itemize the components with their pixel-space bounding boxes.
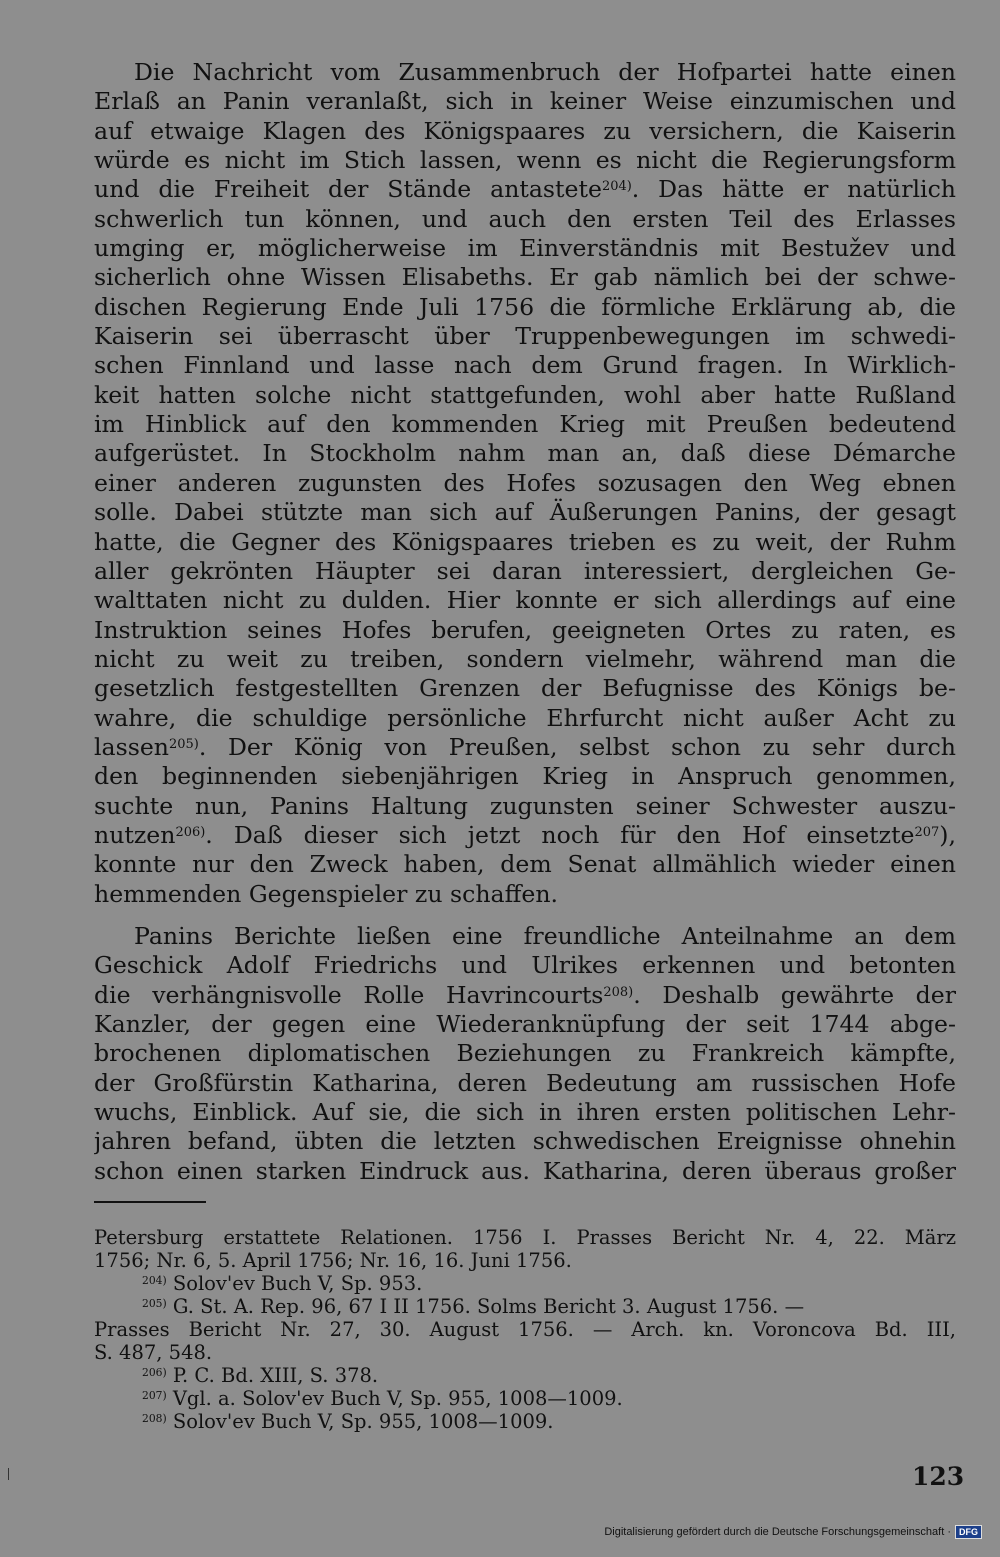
footnote-text: Vgl. a. Solov'ev Buch V, Sp. 955, 1008—1009. xyxy=(172,1387,623,1410)
footnote-text: Solov'ev Buch V, Sp. 955, 1008—1009. xyxy=(172,1410,554,1433)
footnote-text: P. C. Bd. XIII, S. 378. xyxy=(172,1364,379,1387)
footer-text: Digitalisierung gefördert durch die Deutsche Forschungsgemeinschaft · xyxy=(604,1526,951,1538)
text-fragment: ), xyxy=(939,820,956,849)
text-line: jahren befand, übten die letzten schwedischen Ereignisse ohnehin xyxy=(94,1127,956,1156)
margin-mark xyxy=(8,1468,9,1480)
text-line: walttaten nicht zu dulden. Hier konnte er sich allerdings auf eine xyxy=(94,586,956,615)
text-line: Panins Berichte ließen eine freundliche Anteilnahme an dem xyxy=(134,921,956,950)
text-line: wahre, die schuldige persönliche Ehrfurcht nicht außer Acht zu xyxy=(94,703,956,732)
text-line: konnte nur den Zweck haben, dem Senat allmählich wieder einen xyxy=(94,850,956,879)
footnote-mark: 206) xyxy=(142,1366,167,1380)
text-line: einer anderen zugunsten des Hofes sozusagen den Weg ebnen xyxy=(94,468,956,497)
text-line xyxy=(94,175,956,204)
text-fragment: . Daß dieser sich jetzt noch für den Hof einsetzte xyxy=(205,820,915,849)
text-line: den beginnenden siebenjährigen Krieg in Anspruch genommen, xyxy=(94,762,956,791)
footnotes xyxy=(94,1226,956,1433)
text-line: Erlaß an Panin veranlaßt, sich in keiner Weise einzumischen und xyxy=(94,87,956,116)
text-line: Kanzler, der gegen eine Wiederanknüpfung der seit 1744 abge- xyxy=(94,1010,956,1038)
text-line: der Großfürstin Katharina, deren Bedeutung am russischen Hofe xyxy=(94,1068,956,1097)
text-line xyxy=(94,821,956,850)
text-line: aufgerüstet. In Stockholm nahm man an, daß diese Démarche xyxy=(94,439,956,468)
footnote-ref-207: 207 xyxy=(914,824,940,840)
footnote-ref-208: 208) xyxy=(603,984,634,1000)
digitization-footer xyxy=(604,1525,982,1539)
text-line: hemmenden Gegenspieler zu schaffen. xyxy=(94,879,559,908)
text-line: schwerlich tun können, und auch den ersten Teil des Erlasses xyxy=(94,204,956,233)
footnote-ref-206: 206) xyxy=(175,824,206,840)
footnote-line: Prasses Bericht Nr. 27, 30. August 1756. — Arch. kn. Voroncova Bd. III, xyxy=(94,1318,956,1341)
text-line: Kaiserin sei überrascht über Truppenbewegungen im schwedi- xyxy=(94,322,956,351)
text-fragment: lassen xyxy=(94,732,169,761)
text-line: nicht zu weit zu treiben, sondern vielmehr, während man die xyxy=(94,644,956,673)
text-fragment: und die Freiheit der Stände antastete xyxy=(94,175,602,204)
footnote-separator xyxy=(94,1201,206,1203)
text-line: suchte nun, Panins Haltung zugunsten seiner Schwester auszu- xyxy=(94,791,956,820)
text-line xyxy=(94,733,956,762)
footnote-205 xyxy=(94,1295,956,1318)
text-line: sicherlich ohne Wissen Elisabeths. Er gab nämlich bei der schwe- xyxy=(94,263,956,292)
text-line: aller gekrönten Häupter sei daran interessiert, dergleichen Ge- xyxy=(94,556,956,585)
text-fragment: . Deshalb gewährte der xyxy=(633,980,956,1009)
text-line: schon einen starken Eindruck aus. Katharina, deren überaus großer xyxy=(94,1156,956,1185)
main-text xyxy=(94,58,956,1186)
footnote-ref-205: 205) xyxy=(169,736,199,752)
text-line: keit hatten solche nicht stattgefunden, wohl aber hatte Rußland xyxy=(94,380,956,409)
text-line: dischen Regierung Ende Juli 1756 die förmliche Erklärung ab, die xyxy=(94,292,956,321)
footnote-ref-204: 204) xyxy=(601,179,632,195)
text-line: im Hinblick auf den kommenden Krieg mit Preußen bedeutend xyxy=(94,410,956,439)
dfg-logo-icon: DFG xyxy=(955,1525,982,1539)
text-line: Instruktion seines Hofes berufen, geeigneten Ortes zu raten, es xyxy=(94,615,956,644)
footnote-mark: 204) xyxy=(142,1274,167,1288)
text-line: hatte, die Gegner des Königspaares trieben es zu weit, der Ruhm xyxy=(94,527,956,556)
paragraph-1 xyxy=(94,58,956,909)
text-line: schen Finnland und lasse nach dem Grund fragen. In Wirklich- xyxy=(94,351,956,380)
footnote-204 xyxy=(94,1272,956,1295)
footnote-207 xyxy=(94,1387,956,1410)
paragraph-2 xyxy=(94,922,956,1186)
footnote-mark: 207) xyxy=(142,1389,167,1403)
text-line xyxy=(94,981,956,1010)
footnote-line: S. 487, 548. xyxy=(94,1341,213,1364)
footnote-208 xyxy=(94,1410,956,1433)
text-line: gesetzlich festgestellten Grenzen der Befugnisse des Königs be- xyxy=(94,674,956,703)
text-line: brochenen diplomatischen Beziehungen zu Frankreich kämpfte, xyxy=(94,1039,956,1068)
footnote-text: Solov'ev Buch V, Sp. 953. xyxy=(172,1272,423,1295)
text-fragment: . Der König von Preußen, selbst schon zu sehr durch xyxy=(198,732,956,761)
page-number: 123 xyxy=(912,1462,965,1491)
footnote-text: G. St. A. Rep. 96, 67 I II 1756. Solms Bericht 3. August 1756. — xyxy=(172,1295,805,1318)
footnote-mark: 205) xyxy=(142,1297,167,1311)
text-fragment: die verhängnisvolle Rolle Havrincourts xyxy=(94,980,604,1009)
text-fragment: . Das hätte er natürlich xyxy=(631,175,956,204)
text-fragment: nutzen xyxy=(94,820,176,849)
text-line: Die Nachricht vom Zusammenbruch der Hofpartei hatte einen xyxy=(134,58,956,86)
footnote-mark: 208) xyxy=(142,1412,167,1426)
text-line: wuchs, Einblick. Auf sie, die sich in ihren ersten politischen Lehr- xyxy=(94,1098,956,1127)
text-line: solle. Dabei stützte man sich auf Äußerungen Panins, der gesagt xyxy=(94,498,956,527)
footnote-line: 1756; Nr. 6, 5. April 1756; Nr. 16, 16. Juni 1756. xyxy=(94,1249,572,1272)
text-line: umging er, möglicherweise im Einverständnis mit Bestužev und xyxy=(94,234,956,263)
footnote-206 xyxy=(94,1364,956,1387)
text-line: Geschick Adolf Friedrichs und Ulrikes erkennen und betonten xyxy=(94,951,956,980)
text-line: würde es nicht im Stich lassen, wenn es nicht die Regierungsform xyxy=(94,146,956,175)
footnote-line: Petersburg erstattete Relationen. 1756 I. Prasses Bericht Nr. 4, 22. März xyxy=(94,1226,956,1249)
text-line: auf etwaige Klagen des Königspaares zu versichern, die Kaiserin xyxy=(94,116,956,145)
